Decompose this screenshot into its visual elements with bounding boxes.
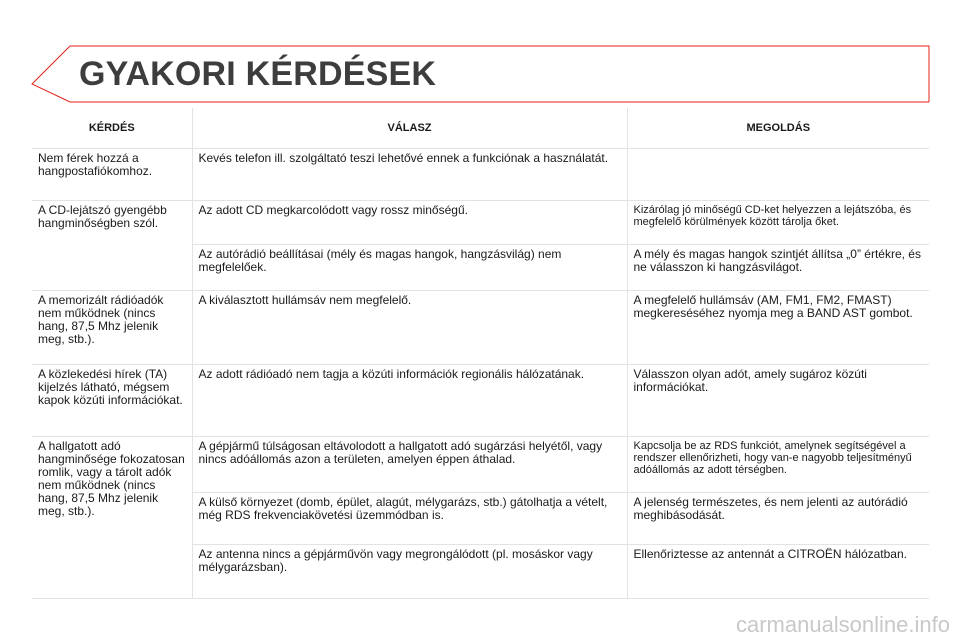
solution-cell: A jelenség természetes, és nem jelenti az autórádió meghibásodását.: [627, 493, 929, 545]
header-solution: MEGOLDÁS: [627, 108, 929, 149]
question-cell: A CD-lejátszó gyengébb hangminőségben szól.: [38, 203, 167, 230]
answer-cell: Az autórádió beállításai (mély és magas hangok, hangzásvilág) nem megfelelőek.: [192, 245, 627, 291]
question-cell: A közlekedési hírek (TA) kijelzés látható, mégsem kapok közúti információkat.: [38, 367, 183, 407]
question-cell: A memorizált rádióadók nem működnek (nincs hang, 87,5 Mhz jelenik meg, stb.).: [38, 293, 164, 346]
solution-cell: Válasszon olyan adót, amely sugároz közúti információkat.: [627, 365, 929, 437]
answer-cell: A gépjármű túlságosan eltávolodott a hallgatott adó sugárzási helyétől, vagy nincs adóállomás azon a területen, amelyen éppen áthalad.: [192, 437, 627, 493]
table-row: [32, 201, 929, 245]
page-title: GYAKORI KÉRDÉSEK: [79, 55, 437, 93]
answer-cell: A külső környezet (domb, épület, alagút, mélygarázs, stb.) gátolhatja a vételt, még RDS frekvenciakövetési üzemmódban is.: [192, 493, 627, 545]
table-row: [32, 365, 929, 437]
solution-cell: A megfelelő hullámsáv (AM, FM1, FM2, FMAST) megkereséséhez nyomja meg a BAND AST gombot.: [627, 291, 929, 365]
solution-cell: A mély és magas hangok szintjét állítsa „0” értékre, és ne válasszon ki hangzásvilágot.: [627, 245, 929, 291]
answer-cell: Az adott rádióadó nem tagja a közúti információk regionális hálózatának.: [192, 365, 627, 437]
answer-cell: Az antenna nincs a gépjárművön vagy megrongálódott (pl. mosáskor vagy mélygarázsban).: [192, 545, 627, 599]
faq-table: [32, 108, 929, 599]
answer-cell: Kevés telefon ill. szolgáltató teszi lehetővé ennek a funkciónak a használatát.: [192, 149, 627, 201]
table-row: [32, 149, 929, 201]
table-row: [32, 437, 929, 493]
solution-cell: Kizárólag jó minőségű CD-ket helyezzen a lejátszóba, és megfelelő körülmények között tárolja őket.: [627, 201, 929, 245]
table-header-row: [32, 108, 929, 149]
answer-cell: A kiválasztott hullámsáv nem megfelelő.: [192, 291, 627, 365]
solution-cell: Ellenőriztesse az antennát a CITROËN hálózatban.: [627, 545, 929, 599]
table-row: [32, 291, 929, 365]
question-cell: A hallgatott adó hangminősége fokozatosan romlik, vagy a tárolt adók nem működnek (nincs hang, 87,5 Mhz jelenik meg, stb.).: [38, 439, 185, 518]
header-question: KÉRDÉS: [88, 121, 135, 134]
watermark: carmanualsonline.info: [735, 612, 950, 637]
solution-cell: Kapcsolja be az RDS funkciót, amelynek segítségével a rendszer ellenőrizheti, hogy van-e nagyobb teljesítményű adóállomás az adott térségben.: [627, 437, 929, 493]
answer-cell: Az adott CD megkarcolódott vagy rossz minőségű.: [192, 201, 627, 245]
header-answer: VÁLASZ: [192, 108, 627, 149]
solution-cell: [627, 149, 929, 201]
question-cell: Nem férek hozzá a hangpostafiókomhoz.: [38, 151, 153, 178]
